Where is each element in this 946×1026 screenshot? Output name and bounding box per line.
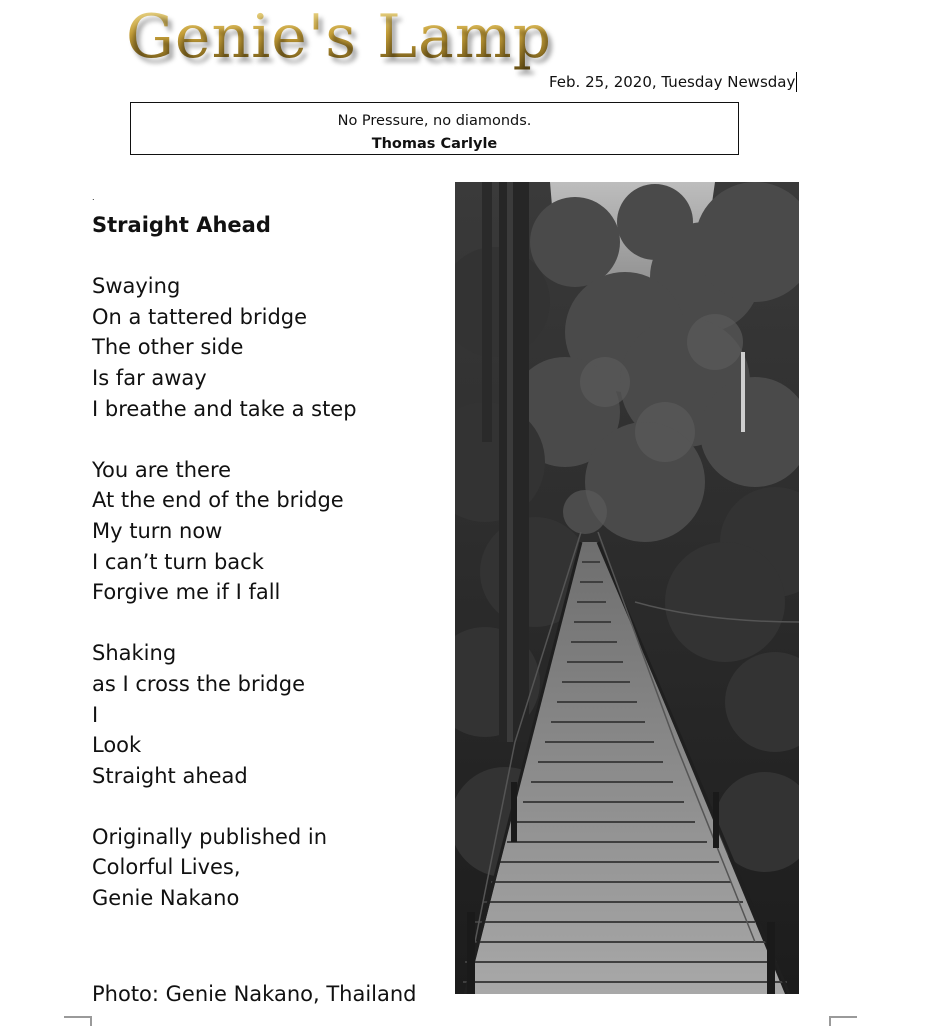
poem-line: My turn now	[92, 518, 223, 543]
poem-line: You are there	[92, 457, 232, 482]
poem	[92, 210, 452, 914]
bridge-photo-illustration	[455, 182, 799, 994]
publication-note-line: Genie Nakano	[92, 886, 240, 911]
poem-line: At the end of the bridge	[92, 488, 344, 513]
newsletter-masthead-title: Genie's Lamp	[126, 2, 553, 72]
quote-author: Thomas Carlyle	[371, 136, 498, 152]
page-corner-mark-right	[829, 1016, 857, 1026]
poem-line: I breathe and take a step	[92, 396, 357, 421]
dateline-text: Feb. 25, 2020, Tuesday Newsday	[549, 73, 796, 91]
photo-credit: Photo: Genie Nakano, Thailand	[92, 982, 417, 1006]
poem-line: Forgive me if I fall	[92, 580, 281, 605]
poem-line: Shaking	[92, 641, 177, 666]
poem-line: Straight ahead	[92, 763, 248, 788]
poem-line: Look	[92, 733, 142, 758]
poem-line: I	[92, 702, 99, 727]
stray-period: .	[92, 193, 95, 202]
poem-line: as I cross the bridge	[92, 671, 305, 696]
publication-note-line: Originally published in	[92, 824, 328, 849]
text-cursor	[796, 72, 797, 92]
poem-title: Straight Ahead	[92, 213, 271, 237]
quote-box	[130, 102, 739, 155]
poem-line: On a tattered bridge	[92, 304, 308, 329]
poem-line: The other side	[92, 335, 244, 360]
poem-line: Is far away	[92, 365, 207, 390]
publication-note-line: Colorful Lives,	[92, 855, 241, 880]
issue-dateline	[549, 72, 797, 92]
quote-text: No Pressure, no diamonds.	[337, 113, 532, 129]
poem-line: I can’t turn back	[92, 549, 264, 574]
bridge-photo	[455, 182, 799, 994]
page-corner-mark-left	[64, 1016, 92, 1026]
poem-line: Swaying	[92, 274, 181, 299]
